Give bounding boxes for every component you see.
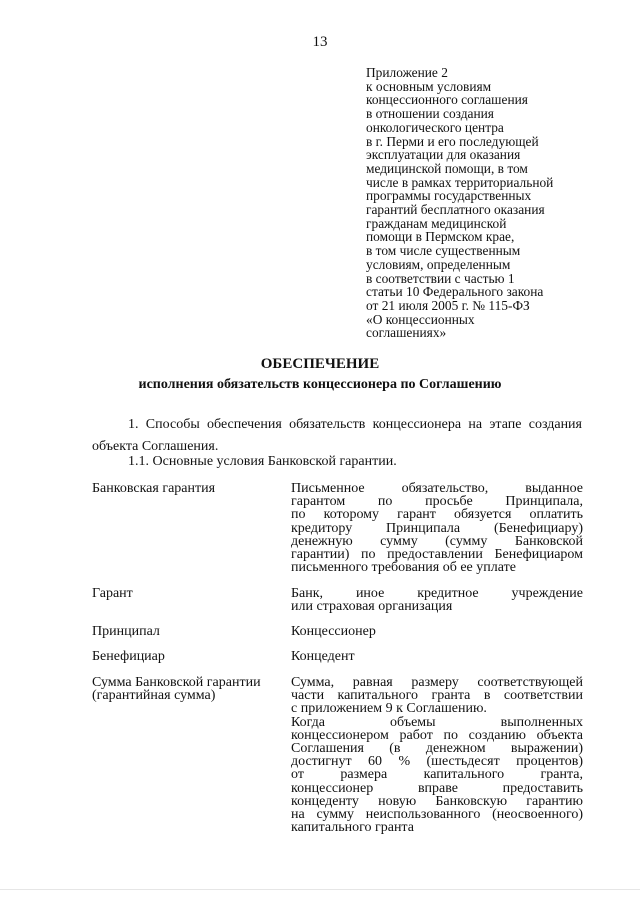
definition-line: от размера капитального гранта, [291, 767, 583, 783]
paragraph-1: 1. Способы обеспечения обязательств концессионера на этапе создания объекта Соглашения. [92, 417, 582, 454]
appendix-line: «О концессионных [366, 311, 475, 327]
appendix-line: в отношении создания [366, 106, 494, 122]
definition-line: Сумма, равная размеру соответствующей [291, 675, 583, 690]
bottom-divider [0, 889, 640, 890]
definition-line: письменного требования об ее уплате [291, 560, 516, 576]
term-label: Принципал [92, 624, 160, 639]
appendix-line: числе в рамках территориальной [366, 174, 554, 190]
definition-line: Соглашения (в денежном выражении) [291, 741, 583, 757]
appendix-line: гражданам медицинской [366, 215, 507, 231]
definition-line: по которому гарант обязуется оплатить [291, 507, 583, 523]
appendix-line: соглашениях» [366, 325, 447, 341]
term-label: Банковская гарантия [92, 481, 216, 496]
appendix-line: помощи в Пермском крае, [366, 229, 515, 245]
term-label: Бенефициар [92, 649, 165, 664]
definition-line: гарантии) по предоставлении Бенефициаром [291, 547, 583, 563]
definition-line: или страховая организация [291, 599, 453, 615]
definition-line: части капитального гранта в соответствии [291, 688, 583, 704]
term-label: Сумма Банковской гарантии (гарантийная сумма) [92, 675, 261, 703]
appendix-line: программы государственных [366, 188, 532, 204]
definition-line: с приложением 9 к Соглашению. [291, 701, 487, 717]
page-number: 13 [312, 34, 328, 50]
term-definition [291, 625, 583, 638]
document-title: ОБЕСПЕЧЕНИЕ [260, 356, 380, 372]
appendix-line: в г. Перми и его последующей [366, 133, 539, 149]
appendix-line: условиям, определенным [366, 256, 511, 272]
definition-line: Когда объемы выполненных [291, 714, 583, 730]
term-label: Гарант [92, 586, 133, 601]
term-definition [291, 676, 583, 834]
appendix-line: в том числе существенным [366, 243, 521, 259]
definition-line: гарантом по просьбе Принципала, [291, 494, 583, 510]
appendix-line: в соответствии с частью 1 [366, 270, 515, 286]
term-definition [291, 650, 583, 663]
appendix-line: эксплуатации для оказания [366, 147, 521, 163]
appendix-header [366, 66, 596, 340]
term-definition [291, 587, 583, 613]
definition-line: кредитору Принципала (Бенефициару) [291, 520, 583, 536]
document-subtitle: исполнения обязательств концессионера по Соглашению [138, 377, 502, 392]
appendix-line: к основным условиям [366, 78, 492, 94]
appendix-line: статьи 10 Федерального закона [366, 284, 544, 300]
definition-line: Концедент [291, 649, 355, 664]
definition-line: капитального гранта [291, 820, 414, 836]
definition-line: денежную сумму (сумму Банковской [291, 533, 583, 549]
definition-line: Концессионер [291, 624, 376, 639]
appendix-line: Приложение 2 [366, 65, 448, 80]
definition-line: концессионер вправе предоставить [291, 780, 583, 796]
appendix-line: гарантий бесплатного оказания [366, 202, 545, 218]
appendix-line: от 21 июля 2005 г. № 115-ФЗ [366, 297, 530, 313]
definition-line: Письменное обязательство, выданное [291, 481, 583, 496]
appendix-line: онкологического центра [366, 119, 504, 135]
definition-line: концессионером работ по созданию объекта [291, 727, 583, 743]
appendix-line: медицинской помощи, в том [366, 160, 528, 176]
term-definition [291, 482, 583, 574]
definition-line: Банк, иное кредитное учреждение [291, 586, 583, 601]
definition-line: концеденту новую Банковскую гарантию [291, 793, 583, 809]
definition-line: на сумму неиспользованного (неосвоенного) [291, 807, 583, 823]
paragraph-1-1: 1.1. Основные условия Банковской гарантии. [128, 454, 397, 469]
appendix-line: концессионного соглашения [366, 92, 528, 108]
definition-line: достигнут 60 % (шестьдесят процентов) [291, 754, 583, 770]
